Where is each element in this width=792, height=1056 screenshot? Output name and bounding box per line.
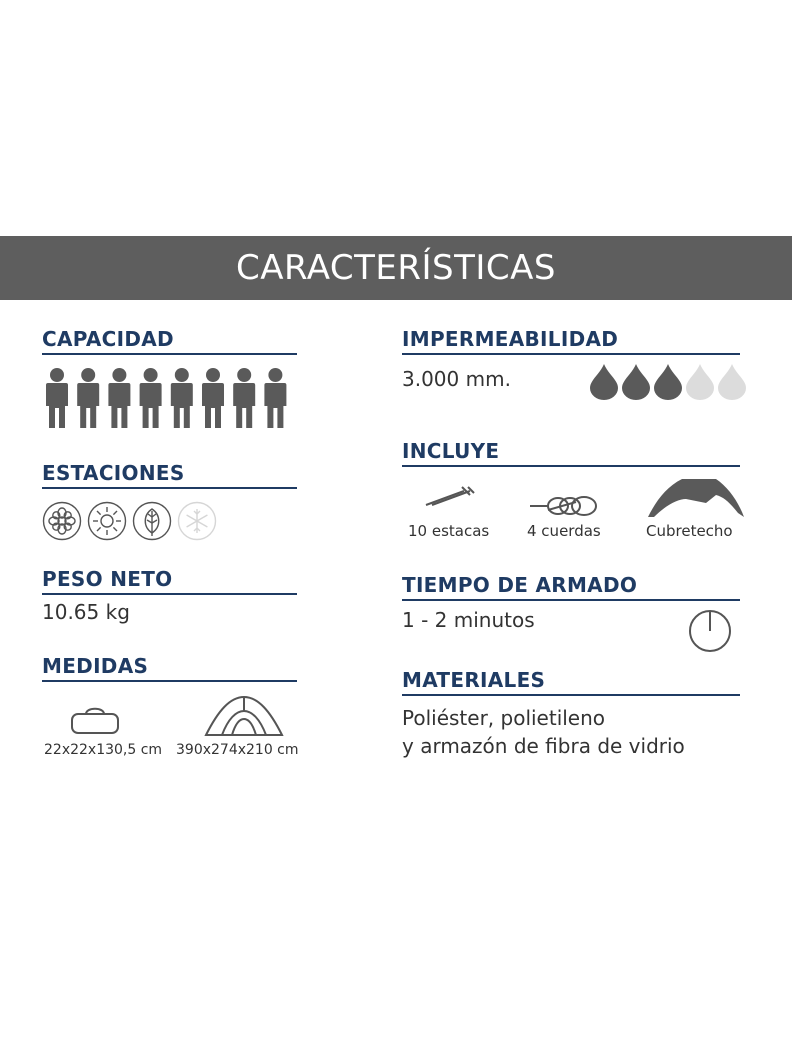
estaciones-heading: ESTACIONES	[42, 461, 185, 485]
water-drop-icon	[654, 364, 682, 400]
flower-icon	[44, 503, 81, 540]
tiempo-section	[402, 573, 740, 601]
medidas-heading: MEDIDAS	[42, 654, 149, 678]
medidas-section	[42, 654, 297, 682]
materiales-line-1: Poliéster, polietileno	[402, 706, 606, 730]
stakes-icon	[424, 483, 476, 509]
include-item-stakes: 10 estacas	[408, 522, 490, 540]
impermeabilidad-value: 3.000 mm.	[402, 367, 511, 391]
bag-dimensions: 22x22x130,5 cm	[44, 742, 163, 758]
divider	[42, 487, 297, 489]
water-drop-icon	[718, 364, 746, 400]
tent-dimensions: 390x274x210 cm	[176, 742, 299, 758]
estaciones-section	[42, 461, 297, 489]
divider	[42, 680, 297, 682]
include-item-rainfly: Cubretecho	[646, 522, 733, 540]
materiales-line-2: y armazón de fibra de vidrio	[402, 734, 685, 758]
tiempo-heading: TIEMPO DE ARMADO	[402, 573, 638, 597]
impermeabilidad-section	[402, 327, 740, 355]
incluye-heading: INCLUYE	[402, 439, 500, 463]
peso-value: 10.65 kg	[42, 600, 130, 624]
water-drop-icon	[622, 364, 650, 400]
person-icon	[264, 368, 286, 428]
water-drops-rating	[590, 360, 746, 402]
person-icon	[171, 368, 193, 428]
person-icon	[108, 368, 130, 428]
peso-heading: PESO NETO	[42, 567, 173, 591]
divider	[402, 353, 740, 355]
capacidad-heading: CAPACIDAD	[42, 327, 174, 351]
peso-section	[42, 567, 297, 595]
leaf-icon	[134, 503, 171, 540]
tiempo-value: 1 - 2 minutos	[402, 608, 535, 632]
rainfly-icon	[646, 473, 746, 519]
title-banner	[0, 236, 792, 300]
impermeabilidad-heading: IMPERMEABILIDAD	[402, 327, 619, 351]
incluye-section	[402, 439, 740, 467]
water-drop-icon	[590, 364, 618, 400]
person-icon	[202, 368, 224, 428]
divider	[42, 593, 297, 595]
persons-icon-row	[42, 368, 292, 430]
page-title: CARACTERÍSTICAS	[235, 248, 556, 288]
bag-icon	[68, 702, 122, 736]
divider	[42, 353, 297, 355]
seasons-icon-row	[42, 500, 222, 542]
materiales-section	[402, 668, 740, 696]
snowflake-icon	[179, 503, 216, 540]
include-item-ropes: 4 cuerdas	[527, 522, 601, 540]
person-icon	[46, 368, 68, 428]
sun-icon	[89, 503, 126, 540]
rope-icon	[528, 492, 600, 518]
water-drop-icon	[686, 364, 714, 400]
person-icon	[77, 368, 99, 428]
capacidad-section	[42, 327, 297, 355]
tent-icon	[202, 693, 286, 737]
person-icon	[140, 368, 162, 428]
materiales-heading: MATERIALES	[402, 668, 546, 692]
divider	[402, 599, 740, 601]
divider	[402, 694, 740, 696]
clock-icon	[686, 607, 734, 655]
divider	[402, 465, 740, 467]
person-icon	[233, 368, 255, 428]
